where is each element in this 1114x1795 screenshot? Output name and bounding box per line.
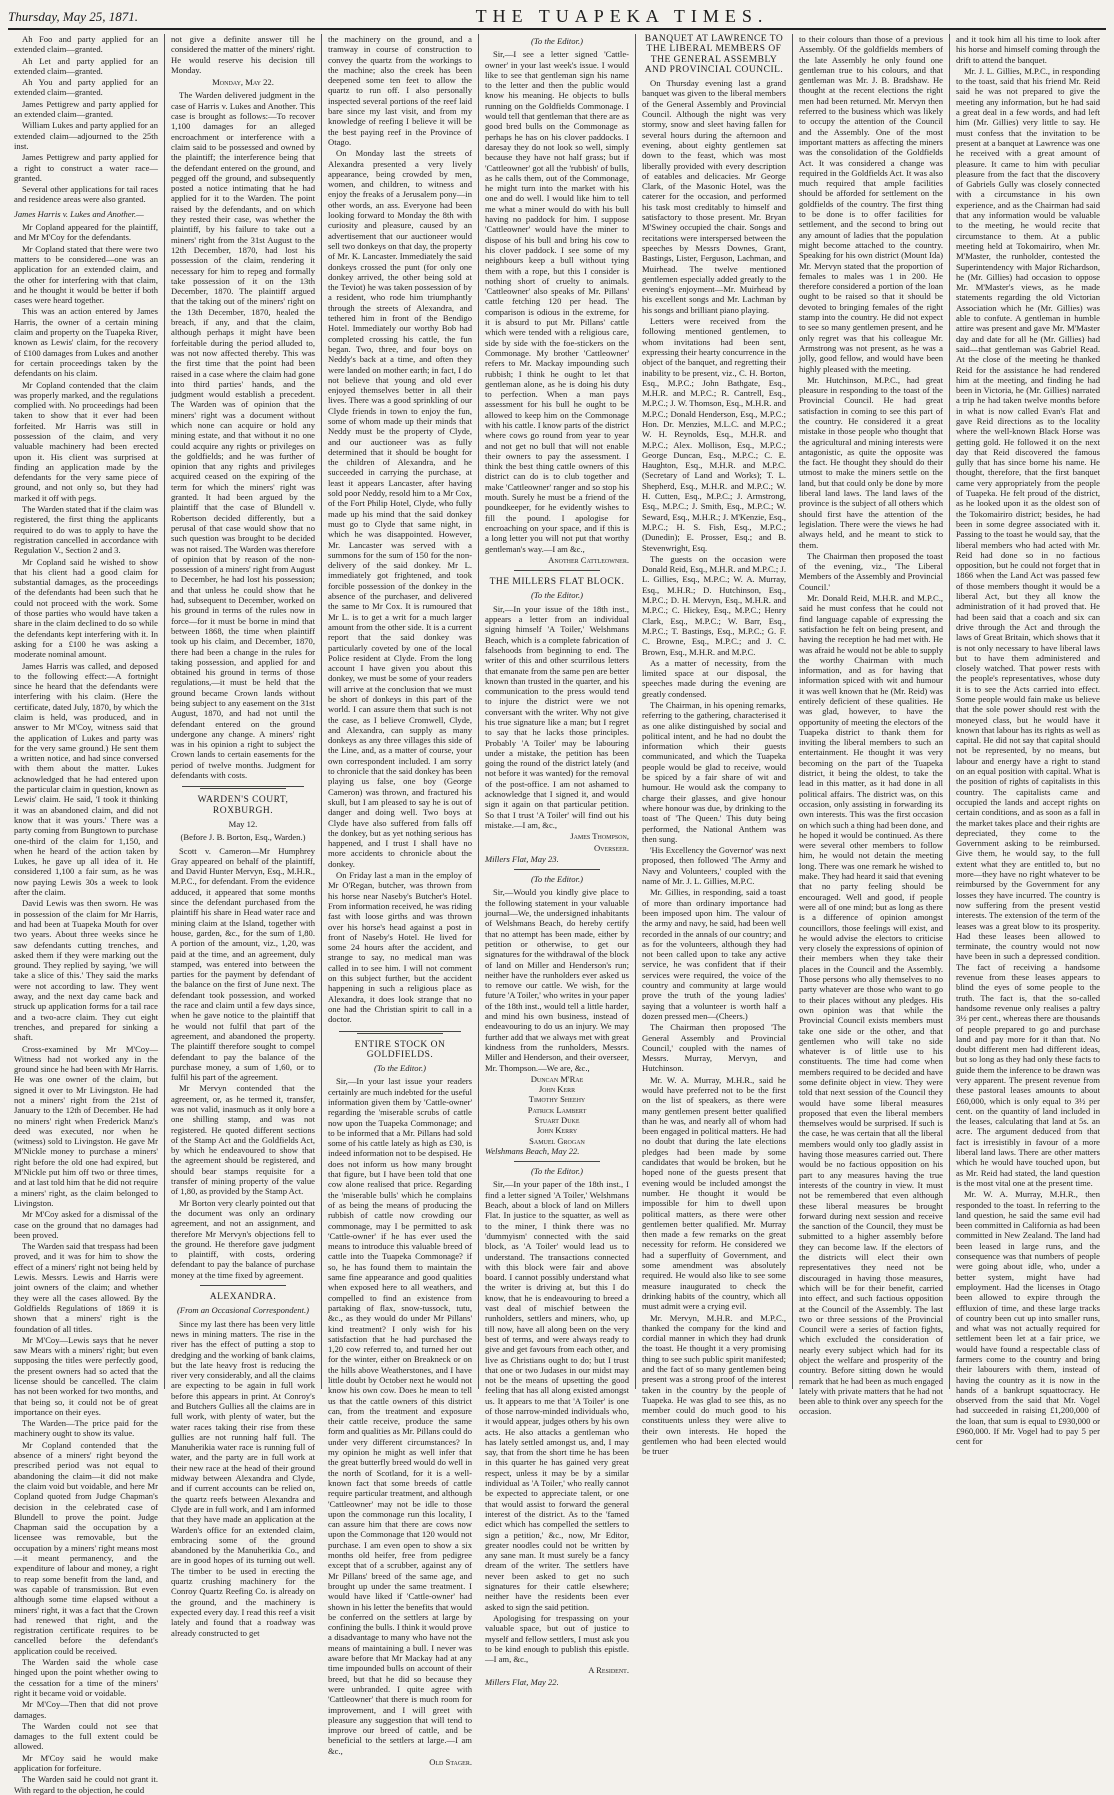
paragraph: the machinery on the ground, and a tramway in course of construction to convey the quartz from the workings to the machine; also the creek has been deepened some ten feet to allow the quartz to run off. I also personally inspected several portions of the reef laid bare since my last visit, and from my knowledge of reefing I believe it will be the best paying reef in the Province of Otago.	[328, 34, 472, 147]
signature: Another Cattleowner.	[548, 554, 629, 565]
paragraph: Mr Copland appeared for the plaintiff, and Mr M'Coy for the defendants.	[14, 222, 158, 243]
paragraph: The Warden said that trespass had been proved, and it was for him to show the effect of a miners' right not being held by Lewis. Messrs. Lewis and Harris were joint owners of the claim; and whether they were all the cases allowed. By the Goldfields Regulations of 1869 it is shown that a miners' right is the foundation of all titles.	[14, 1241, 158, 1334]
paragraph: On Friday last a man in the employ of Mr O'Regan, butcher, was thrown from his horse near Naseby's Butcher's Hotel. From information received, he was riding fast with loose girths and was thrown over his horse's head against a post in front of Naseby's Hotel. He lived for some 24 hours after the accident, and strange to say, no medical man was called in to see him. I will not comment on this subject further, but the accident happening in such a religious place as Alexandra, it does look strange that no one had the Christian spirit to call in a doctor.	[328, 870, 472, 1025]
columns	[8, 34, 1106, 1795]
paragraph: Sir,—I see a letter signed 'Cattle-owner' in your last week's issue. I would like to see that gentleman sign his name to the letter and then the public would know his meaning. He objects to bulls running on the Goldfields Commonage. I would tell that gentleman that there are as good bred bulls on the Commonage as perhaps he has on his clover paddocks. I daresay they do not look so well, simply because they have not half grass; but if 'Cattleowner' got all the 'rubbish' of bulls, as he calls them, out of the Commonage, he might turn into the market with his one and do well. I would like him to tell me what a miner would do with his bull having no paddock for him. I suppose 'Cattleowner' would have the miner to dispose of his bull and bring his cow to his clover paddock. I see some of my neighbours keep a bull without tying them with a rope, but this I consider is nothing short of cruelty to animals. 'Cattleowner' also speaks of Mr. Pillans' cattle fetching 120 per head. The comparison is odious in the extreme, for it is absurd to put Mr. Pillans' cattle which were tended with a religious care, side by side with the foe-stickers on the Commonage. My brother 'Cattleowner' refers to Mr. Mackay impounding such rubbish; I think he ought to let that gentleman alone, as he is doing his duty to perfection. When a man pays assessment for his bull he ought to be allowed to keep him on the Commonage with his cattle. I know parts of the district where cows go round from year to year and not get no bull that will not enable their owners to pay the assessment. I think the best thing cattle owners of this district can do is to club together and make 'Cattleowner' ranger and so stop his mouth. Surely he must be a friend of the poundkeeper, for he evidently wishes to fill the pound. I apologise for encroaching on your space, and if this is a long letter you will not put that worthy gentleman's way.—I am &c.,	[485, 49, 629, 554]
paragraph: to their colours than those of a previous Assembly. Of the goldfields members of the late Assembly he only found one gentleman true to his colours, and that gentleman was Mr. J. B. Bradshaw. He thought at the recent elections the right men had been returned. Mr. Mervyn then referred to the business which was likely to occupy the attention of the Council and the Assembly. One of the most important matters as affecting the miners was the consolidation of the Goldfields Act. It was considered a change was required in the Goldfields Act. It was also much required that ample facilities should be afforded for settlement on the goldfields of the country. The first thing to be done is to offer facilities for settlement, and the second to bring out any amount of ladies that the population might become attached to the country. Speaking for his own district (Mount Ida) Mr. Mervyn stated that the proportion of females to males was 1 in 200. He therefore considered a portion of the loan ought to be raised so that it should be devoted to bringing females of the right stamp into the country. He did not expect to see so many gentlemen present, and he only regret was that his colleague Mr. Armstrong was not present, as he was a jolly, good fellow, and would have been highly pleased with the meeting.	[799, 34, 943, 374]
signatory: Patrick Lambert	[527, 1104, 587, 1115]
paragraph: On Thursday evening last a grand banquet was given to the liberal members of the General Assembly and Provincial Council. Although the night was very stormy, snow and sleet having fallen for several hours during the afternoon and evening, about eighty gentlemen sat down to the feast, which was most liberally provided with every description of eatables and delicacies. Mr George Clark, of the Masonic Hotel, was the caterer for the occasion, and performed his task most creditably to himself and satisfactory to those present. Mr. Bryan M'Swiney occupied the chair. Songs and recitations were interspersed between the speeches by Messrs Downes, Grant, Bastings, Lister, Ferguson, Lachman, and Muirhead. The twelve mentioned gentlemen especially added greatly to the evening's enjoyment—Mr. Muirhead by his excellent songs and Mr. Lachman by his songs and brilliant piano playing.	[642, 78, 786, 315]
divider	[514, 1161, 600, 1162]
signature: A Resident.	[588, 1665, 629, 1676]
paragraph: David Lewis was then sworn. He was in possession of the claim for Mr Harris, and had been at Tuapeka Mouth for over two years. About three weeks since he saw defendants cutting trenches, and asked them if they were marking out the ground. They replied by saying, 'we will take a slice of this.' They said the marks were not according to law. They went away, and the next day came back and struck up application forms for a tail race and a two-acre claim. They cut eight trenches, and prepared for sinking a shaft.	[14, 898, 158, 1043]
column-7	[950, 34, 1106, 1447]
column-2	[165, 34, 322, 1638]
paragraph: 'His Excellency the Governor' was next proposed, then followed 'The Army and Navy and Volunteers,' coupled with the name of Mr. J. L. Gillies, M.P.C.	[642, 845, 786, 887]
newspaper-title: THE TUAPEKA TIMES.	[475, 6, 769, 26]
article-date: May 12.	[228, 818, 258, 829]
column-4	[479, 34, 636, 1687]
divider	[200, 788, 286, 789]
issue-date: Thursday, May 25, 1871.	[8, 9, 138, 24]
paragraph: This was an action entered by James Harris, the owner of a certain mining claim and property on the Tuapeka River, known as Lewis' claim, for the recovery of £100 damages from Lukes and another for certain proceedings taken by the defendants on his claim.	[14, 306, 158, 379]
divider	[514, 869, 600, 870]
paragraph: Mr M'Coy asked for a dismissal of the case on the ground that no damages had been proved.	[14, 1209, 158, 1240]
dateline: Millers Flat, May 23.	[485, 853, 559, 864]
article-heading: BANQUET AT LAWRENCE TO THE LIBERAL MEMBERS OF THE GENERAL ASSEMBLY AND PROVINCIAL COUNCIL.	[644, 34, 784, 75]
article-subheading: (To the Editor.)	[531, 1166, 583, 1177]
signatory: Timothy Sheehy	[528, 1094, 586, 1105]
paragraph: Ah Let and party applied for an extended claim—granted.	[14, 55, 158, 76]
paragraph: Mr. J. L. Gillies, M.P.C., in responding to the toast, said that his friend Mr. Reid said he was not prepared to give the meeting any information, but he had said a great deal in a few words, and had left him (Mr. Gillies) very little to say. He must confess that the invitation to be present at a banquet at Lawrence was one he received with a great amount of pleasure. It came to him with peculiar pleasure from the fact that the discovery of Gabriels Gully was closely connected with a circumstance in his own experience, and as the Chairman had said that any information would be valuable to the meeting, he would recite that circumstance to them. At a public meeting held at Tokomairiro, when Mr. M'Master, the runholder, contested the Superintendency with Major Richardson, he (Mr. Gillies) had occasion to oppose Mr. M'Master's views, as he made statements regarding the old Victorian Association which he (Mr. Gillies) was able to confute. A gentleman in humble attire was present and gave Mr. M'Master day and date for all he (Mr. Gillies) had said—that gentleman was Gabriel Read. At the close of the meeting he thanked Reid for the assistance he had rendered him at the meeting, and finding he had been in Victoria, he (Mr. Gillies) narrated a trip he had taken twelve months before in what is now called Evan's Flat and gave Reid directions as to the locality where the well-known Black Horse was getting gold. He followed it on the next day that Reid discovered the famous gully that has since borne his name. He thought, therefore, that the first banquet came very appropriately from the people of Tuapeka. He felt proud of the district, as he looked upon it as the oldest son of the Tokomairiro district; besides, he had been in some degree associated with it. Passing to the toast he would say, that the liberal members who had acted with Mr. Reid had done so in no factious opposition, but he could not forget that in 1866 when the Land Act was passed few of those members thought it would be a liberal Act, but they all know the administration of it had proved that. He had been said that a coach and six can drive through the Act and through the laws of Great Britain, which shows that it is not only necessary to have liberal laws but to have them administered and closely watched. That power rests with the people's representatives, whose duty it is to see the Acts carried into effect. Some people would fain make us believe that the sole power should rest with the moneyed class, but he would have it known that labour has its rights as well as capital. He did not say that capital should not be represented, by no means, but labour and energy have a right to stand on an equal position with capital. What is the position of rights of capitalists in this country. The capitalists came and occupied the lands and accept rights on certain conditions, and as soon as a fall in the market takes place and their rights are depreciated, they come to the Government asking to be reimbursed. Give them, he would say, to the full extent what they are entitled to, but no more—they have no right whatever to be reimbursed by the Government for any losses they have incurred. The country is now suffering from the present vestid interests. The extension of the term of the leases was a great blow to its prosperity. Had these leases been allowed to terminate, the country would not now have been in such a depressed condition. The fact of receiving a handsome revenue from these leases appears to blind the eyes of some people to the truth. The fact is, that the so-called handsome revenue only realises a paltry 3½ per cent., whereas there are thousands of people prepared to go and purchase land and pay more for it than that. No doubt different men had different ideas, but so long as they had only these facts to guide them the inference to be drawn was very apparent. The present revenue from these pastoral leases amounts to about £60,000, which is only equal to 3½ per cent. on the quantity of land included in the leases, calculating that land at 5s. an acre. The argument deduced from that fact is irresistibly in favour of a more liberal land laws. There are other matters which he would have touched upon, but as Mr. Reid had stated, the land question is the most vital one at the present time.	[956, 65, 1100, 1188]
paragraph: Mr. Hutchinson, M.P.C., had great pleasure in responding to the toast of the Provincial Council. He had great satisfaction in coming to see this part of the country. He considered it a great mistake in those people who thought that the agricultural and mining interests were antagonistic, as quite the opposite was the fact. He thought they should do their utmost to make the miners settle on the land, but that could only be done by more liberal land laws. The land laws of the province is the subject of all others which should first have the attention of the legislation. There were the views he had always held, and he meant to stick to them.	[799, 374, 943, 550]
signatory: Duncan M'Rae	[530, 1073, 584, 1084]
article-heading: WARDEN'S COURT, ROXBURGH.	[197, 795, 289, 816]
dateline: Millers Flat, May 22.	[485, 1676, 559, 1687]
divider	[200, 1285, 286, 1286]
paragraph: Ah You and party applied for an extended claim—granted.	[14, 77, 158, 98]
article-heading: ENTIRE STOCK ON GOLDFIELDS.	[354, 1039, 446, 1060]
paragraph: Sir,—In your last issue your readers certainly are much indebted for the useful information given them by 'Cattle-owner' regarding the 'miserable scrubs of cattle now upon the Tuapeka Commonage; and to be informed that a Mr. Pillans had sold some of his cattle lately as high as £30, is indeed information not to be despised. He does not inform us how many brought that figure, but I have been told that one cow alone realised that price. Regarding the 'miserable bulls' which he complains of as being the means of producing the rubbish of cattle now crowding our commonage, may I be permitted to ask 'Cattle-owner' if he has ever used the means to introduce this valuable breed of cattle into the Tuapeka Commonage? if so, he has found them to maintain the same fine appearance and good qualities when exposed here to all weathers, and compelled to find an existence from partaking of flax, snow-tussock, tutu, &c., as they would do under Mr Pillans' kind treatment? I only wish for his satisfaction that he had purchased the 1,20 cow referred to, and turned her out for the winter, either on Breakneck or on the hills above Weatherstones, and I have little doubt by October next he would not know his own cow. Does he mean to tell us that the cattle owners of this district can, from the treatment and exposure their cattle receive, produce the same form and qualities as Mr. Pillans could do under very different circumstances? In my opinion he might as well infer that the great butterfly breed would do well in the north of Scotland, for it is a well-known fact that some breeds of cattle require particular treatment, and although 'Cattleowner' may not be idle to those upon the commonage run this locality, I can assure him that there are cows now upon the Commonage that 120 would not purchase. I am even open to show a six months old heifer, free from pedigree except that of a scrubber, against any of Mr Pillans' breed of the same age, and brought up under the same treatment. I would have liked if 'Cattle-owner' had shown in his letter the benefits that would be conferred on the settlers at large by confining the bulls. I think it would prove a disadvantage to many who have not the means of maintaining a bull. I never was aware before that Mr Mackay had at any time impounded bulls on account of their breed, but that he did so because they were unbranded. I quite agree with 'Cattleowner' that there is much room for improvement, and I will greet with pleasure any suggestion that will tend to improve our breed of cattle, and be beneficial to the settlers at large.—I am &c.,	[328, 1076, 472, 1756]
paragraph: Apologising for trespassing on your valuable space, but out of justice to myself and fellow settlers, I must ask you to be kind enough to publish this epistle.—I am, &c.,	[485, 1612, 629, 1665]
paragraph: Letters were received from the following mentioned gentlemen, to whom invitations had been sent, expressing their hearty concurrence in the object of the banquet, and regretting their inability to be present, viz., C. H. Borton, Esq., M.P.C.; John Bathgate, Esq., M.H.R. and M.P.C.; R. Cantrell, Esq., M.P.C.; J. W. Thomson, Esq., M.H.R. and M.P.C.; Donald Henderson, Esq., M.P.C.; Hon. Dr. Menzies, M.L.C. and M.P.C.; W. H. Reynolds, Esq., M.H.R. and M.P.C.; Alex. Mollison, Esq., M.P.C.; George Duncan, Esq., M.P.C.; C. E. Haughton, Esq., M.H.R. and M.P.C. (Secretary of Land and Works); T. L. Shepherd, Esq., M.H.R. and M.P.C.; W. H. Cutten, Esq., M.P.C.; J. Armstrong, Esq., M.P.C.; J. Smith, Esq., M.P.C.; W. Seward, Esq., M.H.R.; J. M'Kenzie, Esq., M.P.C.; H. S. Fish, Esq., M.P.C.; (Dunedin); E. Prosser, Esq.; and B. Stevenwright, Esq.	[642, 316, 786, 553]
paragraph: On Monday last the streets of Alexandra presented a very lively appearance, being crowded by men, women, and children, to witness and enjoy the freaks of a Jerusalem pony—in other words, an ass. Everyone had been looking forward to Monday the 8th with curiosity and pleasure, caused by an advertisement that our auctioneer would sell two donkeys on that day, the property of Mr. K. Lancaster. Immediately the said donkeys crossed the punt (for only one donkey arrived, the other being sold at the Teviot) he was taken possession of by a resident, who rode him triumphantly through the streets of Alexandra, and tethered him in front of the Bendigo Hotel. Immediately our worthy Bob had completed crossing his cattle, the fun began. Two, three, and four boys on Neddy's back at a time, and often they were landed on mother earth; in fact, I do not believe that young and old ever enjoyed themselves better in all their lives. There was a good sprinkling of our Clyde friends in town to enjoy the fun, some of whom made up their minds that Neddy must be the property of Clyde, and our auctioneer was as fully determined that it should be bought for the children of Alexandra, and he succeeded in carrying the purchase, at least it appears Lancaster, after having sold poor Neddy, resold him to a Mr Cox, of the Fort Philip Hotel, Clyde, who fully made up his mind that the said donkey must go to Clyde that same night, in which he was disappointed. However, Mr. Lancaster was served with a summons for the sum of 150 for the non-delivery of the said donkey. Mr L. immediately got frightened, and took forcible possession of the donkey in the absence of the purchaser, and delivered the same to Mr Cox. It is rumoured that Mr L. is to get a writ for a much larger amount from the other side. It is a current report that the said donkey was particularly coveted by one of the local Police resident at Clyde. From the long account I have given you about this donkey, we must be some of your readers will arrive at the conclusion that we must be short of donkeys in this part of the world. I can assure them that such is not the case, as I believe Cromwell, Clyde, and Alexandra, can supply as many donkeys as any three villages this side of the Line, and, as a matter of course, your own correspondent included. I am sorry to chronicle that the said donkey has been playing us false, one boy (George Cameron) was thrown, and fractured his skull, but I am pleased to say he is out of danger and doing well. Two boys at Clyde have also suffered from falls off the donkey, but as yet nothing serious has happened, and I trust I shall have no more accidents to chronicle about the donkey.	[328, 148, 472, 869]
paragraph: Mr Mervyn contended that the agreement, or, as he termed it, transfer, was not valid, inasmuch as it only bore a one shilling stamp, and was not registered. He quoted different sections of the Stamp Act and the Goldfields Act, by which he endeavoured to show that the agreement should be registered, and should bear stamps requisite for a transfer of mining property of the value of 1,80, as provided by the Stamp Act.	[171, 1083, 315, 1197]
paragraph: Mr Copland stated that there were two matters to be considered—one was an application for an extended claim, and the other for interfering with that claim, and he thought it would be better if both cases were heard together.	[14, 243, 158, 306]
column-6	[793, 34, 950, 1417]
signatory: John Kerr	[538, 1084, 576, 1095]
signature: Old Stager.	[429, 1756, 472, 1767]
paragraph: and it took him all his time to look after his horse and himself coming through the drift to attend the banquet.	[956, 34, 1100, 65]
paragraph: Mr Copland said he wished to show that his client had a good claim for substantial damages, as the proceedings of the defendants had been such that he could not proceed with the work. Some of those parties who would have taken a share in the claim declined to do so while the defendants kept interfering with it. In asking for a £100 he was asking a moderate nominal amount.	[14, 556, 158, 660]
article-heading: ALEXANDRA.	[209, 1292, 277, 1303]
paragraph: The Warden said he could not grant it. With regard to the objection, he could	[14, 1774, 158, 1795]
paragraph: The Warden stated that if the claim was registered, the first thing the applicants required to do was to apply to have the registration cancelled in accordance with Regulation V., Section 2 and 3.	[14, 504, 158, 556]
divider	[514, 570, 600, 571]
divider	[182, 786, 304, 787]
paragraph: Mr. Gillies, in responding, said a toast of more than ordinary importance had been imposed upon him. The valour of the army and navy, he said, had been well recorded in the annals of our country; and as for the volunteers, although they had not been called upon to take any active service, he was confident that if their services were required, the voice of the country and community at large would prove the truth of the young ladies' saying that a volunteer is worth half a dozen pressed men—(Cheers.)	[642, 887, 786, 1021]
signatory: Samuel Grogan	[529, 1135, 585, 1146]
dateline: Welshmans Beach, May 22.	[485, 1145, 580, 1156]
paragraph: Sir,—In your issue of the 18th inst., appears a letter from an individual signing himself 'A Toiler,' Welshmans Beach, which is a complete fabrication of falsehoods from beginning to end. The writer of this and other scurrilous letters that emanate from the same pen are better known than trusted in the quarter, and his communication to the press would tend to injure the district were we not conversant with the writer. Why not give his true signature like a man; but I regret to say that he lacks those principles. Probably 'A Toiler' may be labouring under a mistake, the petition has been going the round of the district lately (and not before it was wanted) for the removal of the post-office. I am not ashamed to acknowledge that I signed it, and would sign it again on that particular petition. So that I trust 'A Toiler' will find out his mistake.—I am, &c.,	[485, 603, 629, 830]
paragraph: not give a definite answer till he considered the matter of the miners' right. He would reserve his decision till Monday.	[171, 34, 315, 75]
paragraph: Mr Copland contended that the absence of a miners' right beyond the prescribed period was not equal to abandoning the claim—it did not make the claim void but voidable, and here Mr Copland quoted from Judge Chapman's decision in the celebrated case of Blundell to prove the point. Judge Chapman said the occupation by a licensee was removable, but the occupation by a miners' right means most—it meant permanency, and the expenditure of labour and money, a right to reap some benefit from the land, and was capable of transmission. But even although some time elapsed without a miners' right, it was a fact that the Crown had renewed that right, and the registration certificate requires to be cancelled before the defendant's application could be received.	[14, 1439, 158, 1656]
paragraph: The Chairman, in his opening remarks, referring to the gathering, characterised it as one alike distinguished by social and political intent, and he had no doubt the information which their guests communicated, and which the Tuapeka people would be glad to receive, would be spiced by a fair share of wit and humour. He would ask the company to charge their glasses, and give honour where honour was due, by drinking to the toast of 'The Queen.' This duty being performed, the National Anthem was then sung.	[642, 700, 786, 844]
paragraph: Several other applications for tail races and residence areas were also granted.	[14, 184, 158, 205]
paragraph: Mr. Mervyn, M.H.R. and M.P.C., thanked the company for the kind and cordial manner in which they had drunk the toast. He thought it a very promising thing to see such public spirit manifested; and the fact of so many gentlemen being present was a strong proof of the interest taken in the country by the people of Tuapeka. He was glad to see this, as no member could do much good to his constituents unless they were alive to their own interests. He hoped the gentlemen who had been elected would be truer	[642, 1312, 786, 1457]
paragraph: Scott v. Cameron—Mr Humphrey Gray appeared on behalf of the plaintiff, and David Hunter Mervyn, Esq., M.H.R., M.P.C., for defendant. From the evidence adduced, it appeared that some months since the defendant purchased from the plaintiff his share in Head water race and mining claim at the Island, together with house, garden, &c., for the sum of 1,80. A portion of the amount, viz., 1,20, was paid at the time, and an agreement, duly stamped, was entered into between the parties for the payment by defendant of the balance on the first of June next. The defendant took possession, and worked the race and claim until a few days since, when he gave notice to the plaintiff that he would not fulfil that part of the agreement, and abandoned the property. The plaintiff therefore sought to compel defendant to pay the balance of the purchase money, a sum of 1,60, or to fulfil his part of the agreement.	[171, 845, 315, 1083]
paragraph: Ah Foo and party applied for an extended claim—granted.	[14, 34, 158, 55]
article-heading: THE MILLERS FLAT BLOCK.	[489, 577, 625, 588]
paragraph: William Lukes and party applied for an extended claim—adjourned to the 25th inst.	[14, 120, 158, 151]
paragraph: The Warden said the whole case hinged upon the point whether owing to the cessation for a time of the miners' right it became void or voidable.	[14, 1657, 158, 1698]
masthead	[8, 6, 1106, 30]
paragraph: Mr Copland contended that the claim was properly marked, and the regulations complied with. No proceedings had been taken to show that it ever had been forfeited. Mr Harris was still in possession of the claim, and very valuable machinery had been erected upon it. His client was surprised at finding an application made by the defendants for the very same piece of ground, and not only so, but they had marked it off with pegs.	[14, 379, 158, 503]
paragraph: Sir,—Would you kindly give place to the following statement in your valuable journal—We, the undersigned inhabitants of Welshmans Beach, do hereby certify that no attempt has been made, either by petition or otherwise, to get our signatures for the withdrawal of the block of land on Miller and Henderson's run; neither have the runholders ever asked us to remove our cattle. We wish, for the future 'A Toiler,' who writes in your paper of the 18th inst., would tell a little harder, and mind his own business, instead of endeavouring to do us an injury. We may further add that we always met with great kindness from the runholders, Messrs. Miller and Henderson, and their overseer, Mr. Thompson.—We are, &c.,	[485, 887, 629, 1073]
paragraph: Mr. Donald Reid, M.H.R. and M.P.C., said he must confess that he could not find language capable of expressing the satisfaction he felt on being present, and having the reception he had met with. He was afraid he would not be able to supply the worthy Chairman with much information, and as for having that information spiced with wit and humour it was well known that he (Mr. Reid) was entirely deficient of these qualities. He was glad, however, to have the opportunity of meeting the electors of the Tuapeka district to thank them for inviting the liberal members to such an entertainment. He thought it was very becoming on the part of the Tuapeka district, it being the oldest, to take the lead in this matter, as it had done in all political affairs. The district was, on this occasion, only assisting in forwarding its own interests. This was the first occasion on which such a thing had been done, and he hoped it would be continued. As there were several other members to follow him, he would not detain the meeting long. There was one remark he wished to make. They had heard it said that evening that no party feeling should be encouraged. Well and good, if people were all of one mind; but as long as there is a difference of opinion amongst councillors, those feelings will exist, and he would advise the electors to criticise very closely the expressions of opinion of their members when they take their places in the Council and the Assembly. Those persons who ally themselves to no party whatever are those who want to go to their places without any pledges. His own opinion was that while the Provincial Council exists members must take one side or the other, and that gentlemen who will take no side whatever is of little use to his constituents. The time had come when members required to be decided and have some definite object in view. They were told that next session of the Council they would have some liberal measures proposed that even the liberal members themselves would be surprised. If such is the case, he was certain that all the liberal members would only too gladly assist in having those measures carried out. There would be no factious opposition on his part to any measures having the true interests of the country in view. It must not be remembered that even although these liberal measures be brought forward during next session and receive the sanction of the Council, they must be submitted to a higher assembly before they can become law. If the electors of the districts will elect their own representatives they need not be discouraged in having those measures, which will be for their benefit, carried into effect, and such factious opposition at the Council of the Assembly. The last two or three sessions of the Provincial Council were a series of faction fights, which excluded the consideration of nearly every subject which had for its object the welfare and prosperity of the country. Before sitting down he would remark that he had been as much engaged lately with private matters that he had not been able to think over any speech for the occasion.	[799, 593, 943, 1417]
paragraph: Mr M'Coy—Lewis says that he never saw Mears with a miners' right; but even supposing the titles were perfectly good, the present owners had so acted that the license should be cancelled. The claim has not been worked for two months, and that being so, it could not be of great importance on their eyes.	[14, 1334, 158, 1417]
signatory: Stuart Duke	[534, 1114, 580, 1125]
article-subheading: (From an Occasional Correspondent.)	[176, 1305, 310, 1316]
paragraph: The Chairman then proposed the toast of the evening, viz., 'The Liberal Members of the Assembly and Provincial Council.'	[799, 550, 943, 592]
paragraph: The guests on the occasion were Donald Reid, Esq., M.H.R. and M.P.C.; J. L. Gillies, Esq., M.P.C.; W. A. Murray, Esq., M.H.R.; D. Hutchinson, Esq., M.P.C.; D. H. Mervyn, Esq., M.H.R. and M.P.C.; C. Hickey, Esq., M.P.C.; Henry Clark, Esq., M.P.C.; W. Barr, Esq., M.P.C.; T. Bastings, Esq., M.P.C.; G. F. C. Browne, Esq., M.P.C.; and J. C. Brown, Esq., M.H.R. and M.P.C.	[642, 553, 786, 657]
paragraph: James Pettigrew and party applied for a right to construct a water race—granted.	[14, 152, 158, 183]
column-5	[636, 34, 793, 1457]
article-subheading: (To the Editor.)	[531, 874, 583, 885]
article-subheading: (To the Editor.)	[531, 590, 583, 601]
paragraph: Mr Borton very clearly pointed out that the document was only an ordinary agreement, and not an assignment, and therefore Mr Mervyn's objections fell to the ground. He therefore gave judgment to plaintiff, with costs, ordering defendant to pay the balance of purchase money at the time fixed by agreement.	[171, 1197, 315, 1280]
paragraph: Mr M'Coy said he would make application for forfeiture.	[14, 1752, 158, 1773]
column-1	[8, 34, 165, 1795]
signature-title: Overseer.	[593, 842, 629, 853]
case-title: James Harris v. Lukes and Another.—	[14, 208, 144, 219]
article-subheading: (To the Editor.)	[531, 36, 583, 46]
paragraph: The Warden could not see that damages to the full extent could be allowed.	[14, 1720, 158, 1752]
paragraph: Since my last there has been very little news in mining matters. The rise in the river has the effect of putting a stop to dredging and the working of bank claims, but the late heavy frost is reducing the river very considerably, and all the claims are expecting to be again in full work before this appears in print. At Conroy's and Butchers Gullies all the claims are in full work, with plenty of water, but the water races taking their rise from these gullies are not running half full. The Manuherikia water race is running full of water, and the party are in full work at their new race at the head of their ground midway between Alexandra and Clyde, and if current accounts can be relied on, the quartz reefs between Alexandra and Clyde are in full work, and I am informed that they have made an application at the Warden's office for an extended claim, embracing some of the ground abandoned by the Manuherikia Co., and are in good hopes of its turning out well. The timber to be used in erecting the quartz crushing machinery for the Conroy Quartz Reefing Co. is already on the ground, and the machinery is expected every day. I read this reef a visit lately and found that a roadway was already constructed to get	[171, 1318, 315, 1638]
divider	[357, 1033, 443, 1034]
paragraph: The Warden delivered judgment in the case of Harris v. Lukes and Another. This case is brought as follows:—To recover 1,100 damages for an alleged encroachment or interference with a claim said to be possessed and owned by the plaintiff; the interference being that the defendant entered on the ground, and pegged off the ground, and subsequently posted a notice intimating that he had applied for it to the Warden. The point raised by the defendants, and on which they rested their case, was whether the plaintiff, by his failure to take out a miners' right from the 31st August to the 12th December, 1870, had lost his possession of the claim, rendering it necessary for him to repeg and formally take possession of it on the 13th December, 1870. The plaintiff argued that the taking out of the miners' right on the 13th December, 1870, healed the breach, if any, and that the claim, although perhaps it might have been forfeitable during the period alluded to, was not now affected thereby. This was the first time that the point had been raised in a case where the claim had gone into third parties' hands, and the judgment would establish a precedent. The Warden was of opinion that the miners' right was a document without which none can acquire or hold any mining estate, and that without it no one could acquire any rights or privileges on the goldfields; and he was further of opinion that any rights and privileges acquired ceased on the expiring of the term for which the miners' right was granted. It had been argued by the plaintiff that the case of Blundell v. Robertson decided differently, but a perusal of that case would show that no such question was brought to be decided was not raised. The Warden was therefore of opinion that by reason of the non-possession of a miners' right from August to December, he had lost his possession; and that unless he could show that he had, subsequent to December, worked on his ground in terms of the rules now in force—for it must be borne in mind that between 1868, the time when plaintiff took up his claim, and December, 1870, there had been a change in the rules for taking possession, and applied for and obtained his ground in terms of those regulations,—it must be held that the ground became Crown lands without being subject to any easement on the 31st August, 1870, and had not until the defendant entered on the ground undergone any change. A miners' right was in his opinion a right to subject the Crown lands to certain easements for the period of twelve months. Judgment for defendants with costs.	[171, 90, 315, 781]
paragraph: Sir,—In your paper of the 18th inst., I find a letter signed 'A Toiler,' Welshmans Beach, about a block of land on Millers Flat. In justice to the squatter, as well as to the miner, I think there was no 'dummyism' connected with the said block, as 'A Toiler' would lead us to understand. The transactions connected with this block were fair and above board. I cannot possibly understand what the writer is driving at, but this I do know, that he is endeavouring to breed a vast deal of mischief between the runholders, settlers and miners, who, up till now, have all along been on the very best of terms, and were always ready to give and get favours from each other, and live as Christians ought to do; but I trust that one or two Judases in our midst may not be the means of upsetting the good feeling that has all along existed amongst us. It appears to me that 'A Toiler' is one of those narrow-minded individuals who, it would appear, judges others by his own acts. He also attacks a gentleman who has lately settled amongst us, and, I may say, that from the short time he has been in this quarter he has gained very great respect, unless it may be by a similar individual as 'A Toiler,' who really cannot be expected to appreciate talent, or one that would assist to forward the general interest of the district. As to the 'famed edict which has compelled the settlers to sign a petition,' &c., now, Mr Editor, greater noodles could not be written by any sane man. It must surely be a fancy dream of the writer. The settlers have never been asked to get no such signatures for their cattle elsewhere; neither have the residents been ever asked to sign the said petition.	[485, 1179, 629, 1612]
paragraph: Cross-examined by Mr M'Coy—Witness had not worked any in the ground since he had been with Mr Harris. He was one owner of the claim, but signed it over to Mr Livingston. He had not a miners' right from the 21st of January to the 12th of December. He had no miners' right when Frederick Manz's deed was executed, nor when he (witness) sold to Livingston. He gave Mr M'Nickle money to purchase a miners' right before the old one had expired, but M'Nickle put him off two or three times, and at last told him that he did not require a miners' right, as the claim belonged to Livingston.	[14, 1043, 158, 1208]
paragraph: The Chairman then proposed 'The General Assembly and Provincial Council,' coupled with the names of Messrs. Murray, Mervyn, and Hutchinson.	[642, 1022, 786, 1074]
article-subheading: (To the Editor.)	[374, 1063, 426, 1074]
paragraph: As a matter of necessity, from the limited space at our disposal, the speeches made during the evening are greatly condensed.	[642, 657, 786, 699]
section-date: Monday, May 22.	[212, 77, 274, 88]
column-3	[322, 34, 479, 1767]
paragraph: Mr. W. A. Murray, M.H.R., then responded to the toast. In referring to the land question, he said the same evil had been committed in California as had been committed in New Zealand. The land had been leased in large runs, and the consequence was that numbers of people were going about idle, who, under a better system, might have had employment. Had the licenses in Otago been allowed to expire through the effluxion of time, and these large tracks of country been cut up into smaller runs, and what was not actually required for settlement been let at a fair price, we would have found a respectable class of farmers come to the country and bring their labourers with them, instead of having the country as it is now in the hands of a bankrupt squattocracy. He observed from the said that Mr. Vogel had succeeded in raising £1,200,000 of the loan, that sum is equal to £930,000 or £960,000. If Mr. Vogel had to pay 5 per cent for	[956, 1189, 1100, 1447]
signature: James Thompson,	[570, 831, 629, 842]
paragraph: Mr M'Coy—Then that did not prove damages.	[14, 1699, 158, 1720]
signatory: John Kerry	[536, 1125, 578, 1136]
court-bench: (Before J. B. Borton, Esq., Warden.)	[180, 832, 306, 843]
paragraph: James Harris was called, and deposed to the following effect:—A fortnight since he heard that the defendants were interfering with his claim. (Here the certificate, dated July, 1870, by which the claim is held, was produced, and in answer to Mr M'Coy, witness said that the application of Lukes and party was for the very same ground.) He sent them a written notice, and had since conversed with them about the matter. Lukes acknowledged that he had entered upon the particular claim in question, known as Lewis' claim. He said, 'I took it thinking it was an abandoned claim, and did not know that it was yours.' There was a party coming from Bungtown to purchase one-third of the claim for 1,150, and when he heard of the action taken by Lukes, he gave up all idea of it. He considered 1,100 a fair sum, as he was now paying Lewis 30s a week to look after the claim.	[14, 660, 158, 898]
divider	[339, 1031, 461, 1032]
paragraph: James Pettigrew and party applied for an extended claim—granted.	[14, 98, 158, 120]
paragraph: Mr. W. A. Murray, M.H.R., said he would have preferred not to be the first on the list of speakers, as there were many gentlemen present better qualified than he was, and nearly all of whom had been engaged in political matters. He had no doubt that during the late elections pledges had been made by some candidates that would be broken, but he hoped none of the guests present that evening would be included amongst the number. He thought it would be impossible for him to dwell upon political matters, as there were other gentlemen better qualified. Mr. Murray then made a few remarks on the great necessity for reform. He considered we had a superfluity of Government, and some amendment was absolutely required. He would also like to see some measure inaugurated to check the drinking habits of the country, which all must admit were a crying evil.	[642, 1074, 786, 1312]
paragraph: The Warden—The price paid for the machinery ought to show its value.	[14, 1418, 158, 1439]
